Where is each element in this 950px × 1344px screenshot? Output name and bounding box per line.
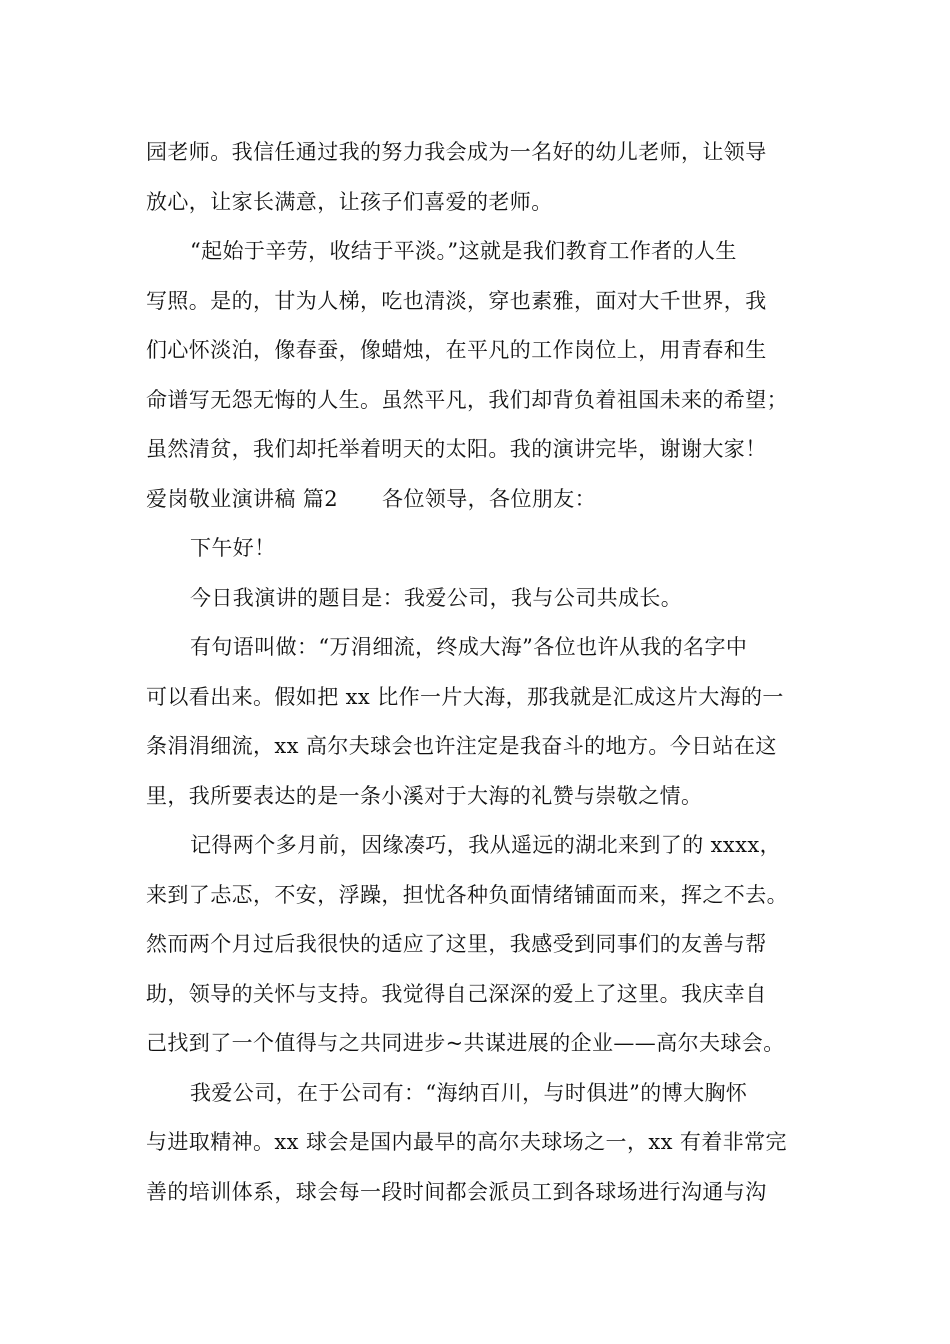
- text-line: 记得两个多月前，因缘凑巧，我从遥远的湖北来到了的 xxxx，: [190, 833, 782, 857]
- text-line: “起始于辛劳，收结于平淡。”这就是我们教育工作者的人生: [190, 239, 737, 263]
- text-line: 放心，让家长满意，让孩子们喜爱的老师。: [146, 189, 553, 214]
- text-line: 我爱公司，在于公司有：“海纳百川，与时俱进”的博大胸怀: [190, 1080, 748, 1105]
- text-line: 助，领导的关怀与支持。我觉得自己深深的爱上了这里。我庆幸自: [146, 981, 767, 1006]
- document-page: [146, 128, 836, 1217]
- text-line: 今日我演讲的题目是：我爱公司，我与公司共成长。: [190, 585, 683, 610]
- text-line: 然而两个月过后我很快的适应了这里，我感受到同事们的友善与帮: [146, 932, 767, 956]
- text-line: 园老师。我信任通过我的努力我会成为一名好的幼儿老师，让领导: [146, 140, 767, 164]
- text-line: 善的培训体系，球会每一段时间都会派员工到各球场进行沟通与沟: [146, 1179, 767, 1204]
- text-line: 条涓涓细流，xx 高尔夫球会也许注定是我奋斗的地方。今日站在这: [146, 734, 777, 758]
- greeting: 各位领导，各位朋友：: [382, 486, 597, 511]
- text-line: 有句语叫做：“万涓细流，终成大海”各位也许从我的名字中: [190, 635, 748, 659]
- text-line: 里，我所要表达的是一条小溪对于大海的礼赞与崇敬之情。: [146, 783, 703, 808]
- section-heading-line: [146, 475, 836, 525]
- text-line: 下午好！: [190, 536, 276, 560]
- text-line: 们心怀淡泊，像春蚕，像蜡烛，在平凡的工作岗位上，用青春和生: [146, 338, 767, 362]
- text-line: 己找到了一个值得与之共同进步~共谋进展的企业——高尔夫球会。: [146, 1031, 785, 1055]
- text-line: 来到了忐忑，不安，浮躁，担忧各种负面情绪铺面而来，挥之不去。: [146, 882, 788, 907]
- text-line: 虽然清贫，我们却托举着明天的太阳。我的演讲完毕，谢谢大家！: [146, 437, 767, 461]
- section-heading: 爱岗敬业演讲稿 篇2: [146, 486, 339, 511]
- text-line: 可以看出来。假如把 xx 比作一片大海，那我就是汇成这片大海的一: [146, 684, 784, 709]
- text-line: 写照。是的，甘为人梯，吃也清淡，穿也素雅，面对大千世界，我: [146, 288, 767, 313]
- text-line: 命谱写无怨无悔的人生。虽然平凡，我们却背负着祖国未来的希望；: [146, 387, 788, 412]
- text-line: 与进取精神。xx 球会是国内最早的高尔夫球场之一，xx 有着非常完: [146, 1130, 787, 1154]
